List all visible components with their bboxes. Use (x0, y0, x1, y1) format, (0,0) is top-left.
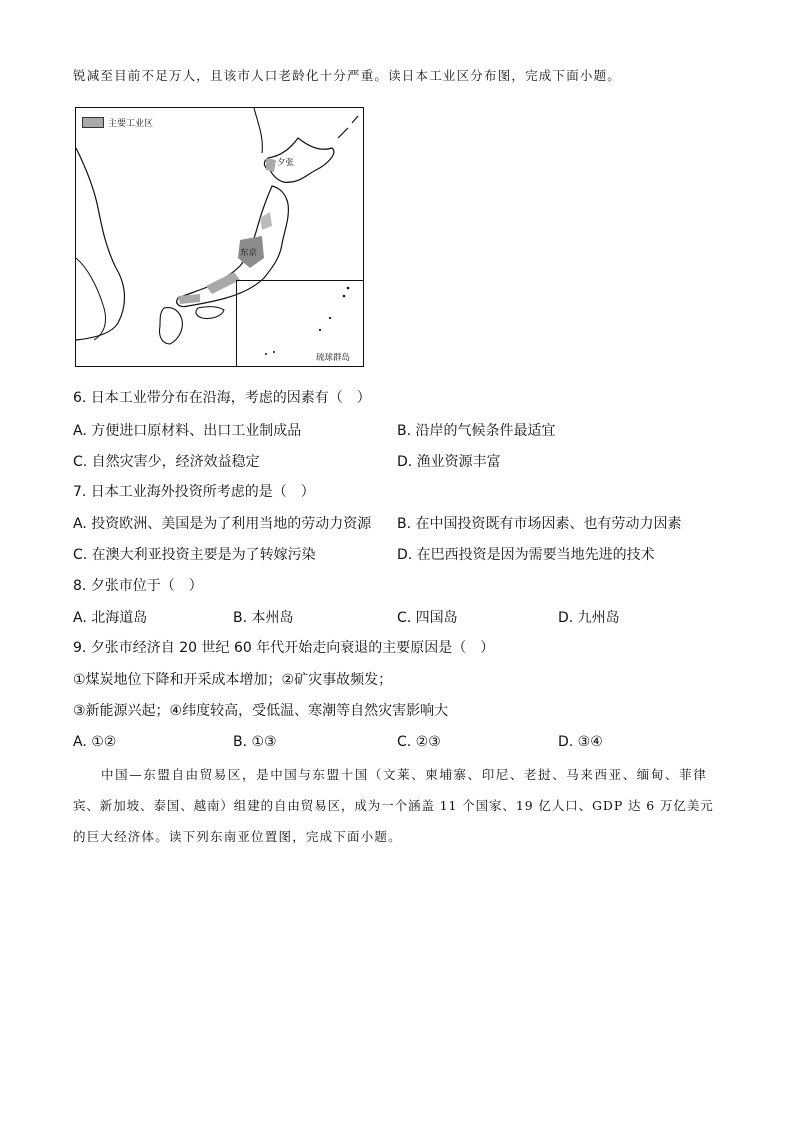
q9-statement-2: ③新能源兴起；④纬度较高，受低温、寒潮等自然灾害影响大 (73, 703, 449, 719)
q6-option-d: D. 渔业资源丰富 (397, 454, 501, 470)
label-yubari: 夕张 (277, 158, 295, 168)
label-ryukyu: 琉球群岛 (316, 353, 351, 363)
q9-option-a: A. ①② (73, 734, 117, 750)
korea-peninsula (76, 258, 106, 340)
q9-stem: 9. 夕张市经济自 20 世纪 60 年代开始走向衰退的主要原因是（ ） (73, 640, 495, 656)
q6-option-b: B. 沿岸的气候条件最适宜 (397, 423, 556, 439)
q7-option-c: C. 在澳大利亚投资主要是为了转嫁污染 (73, 547, 316, 563)
q7-option-b: B. 在中国投资既有市场因素、也有劳动力因素 (397, 516, 682, 532)
japan-industrial-map (75, 107, 364, 367)
q9-option-b: B. ①③ (233, 734, 277, 750)
kyushu (159, 308, 182, 344)
q8-option-d: D. 九州岛 (558, 610, 620, 626)
passage-line-3: 的巨大经济体。读下列东南亚位置图，完成下面小题。 (73, 829, 402, 844)
q9-statement-1: ①煤炭地位下降和开采成本增加；②矿灾事故频发； (73, 672, 393, 688)
label-tokyo: 东京 (240, 248, 258, 258)
intro-text: 锐减至目前不足万人，且该市人口老龄化十分严重。读日本工业区分布图，完成下面小题。 (73, 68, 622, 83)
mainland-coast (76, 148, 125, 340)
legend-swatch (82, 117, 104, 128)
q8-stem: 8. 夕张市位于（ ） (73, 578, 203, 594)
passage-line-1: 中国—东盟自由贸易区，是中国与东盟十国（文莱、柬埔寨、印尼、老挝、马来西亚、缅甸、菲律 (101, 767, 708, 782)
q9-option-d: D. ③④ (558, 734, 603, 750)
q7-stem: 7. 日本工业海外投资所考虑的是（ ） (73, 484, 315, 500)
shikoku (196, 307, 224, 319)
q6-option-c: C. 自然灾害少，经济效益稳定 (73, 454, 260, 470)
legend-label: 主要工业区 (108, 119, 154, 129)
sakhalin (254, 108, 262, 153)
kuril-islands (338, 116, 358, 138)
q8-option-b: B. 本州岛 (233, 610, 294, 626)
map-legend (82, 116, 153, 129)
q8-option-a: A. 北海道岛 (73, 610, 148, 626)
q8-option-c: C. 四国岛 (397, 610, 458, 626)
q6-option-a: A. 方便进口原材料、出口工业制成品 (73, 423, 302, 439)
passage-line-2: 宾、新加坡、泰国、越南）组建的自由贸易区，成为一个涵盖 11 个国家、19 亿人口、GDP 达 6 万亿美元 (73, 798, 714, 813)
q7-option-a: A. 投资欧洲、美国是为了利用当地的劳动力资源 (73, 516, 372, 532)
q7-option-d: D. 在巴西投资是因为需要当地先进的技术 (397, 547, 655, 563)
q6-stem: 6. 日本工业带分布在沿海，考虑的因素有（ ） (73, 390, 371, 406)
q9-option-c: C. ②③ (397, 734, 441, 750)
